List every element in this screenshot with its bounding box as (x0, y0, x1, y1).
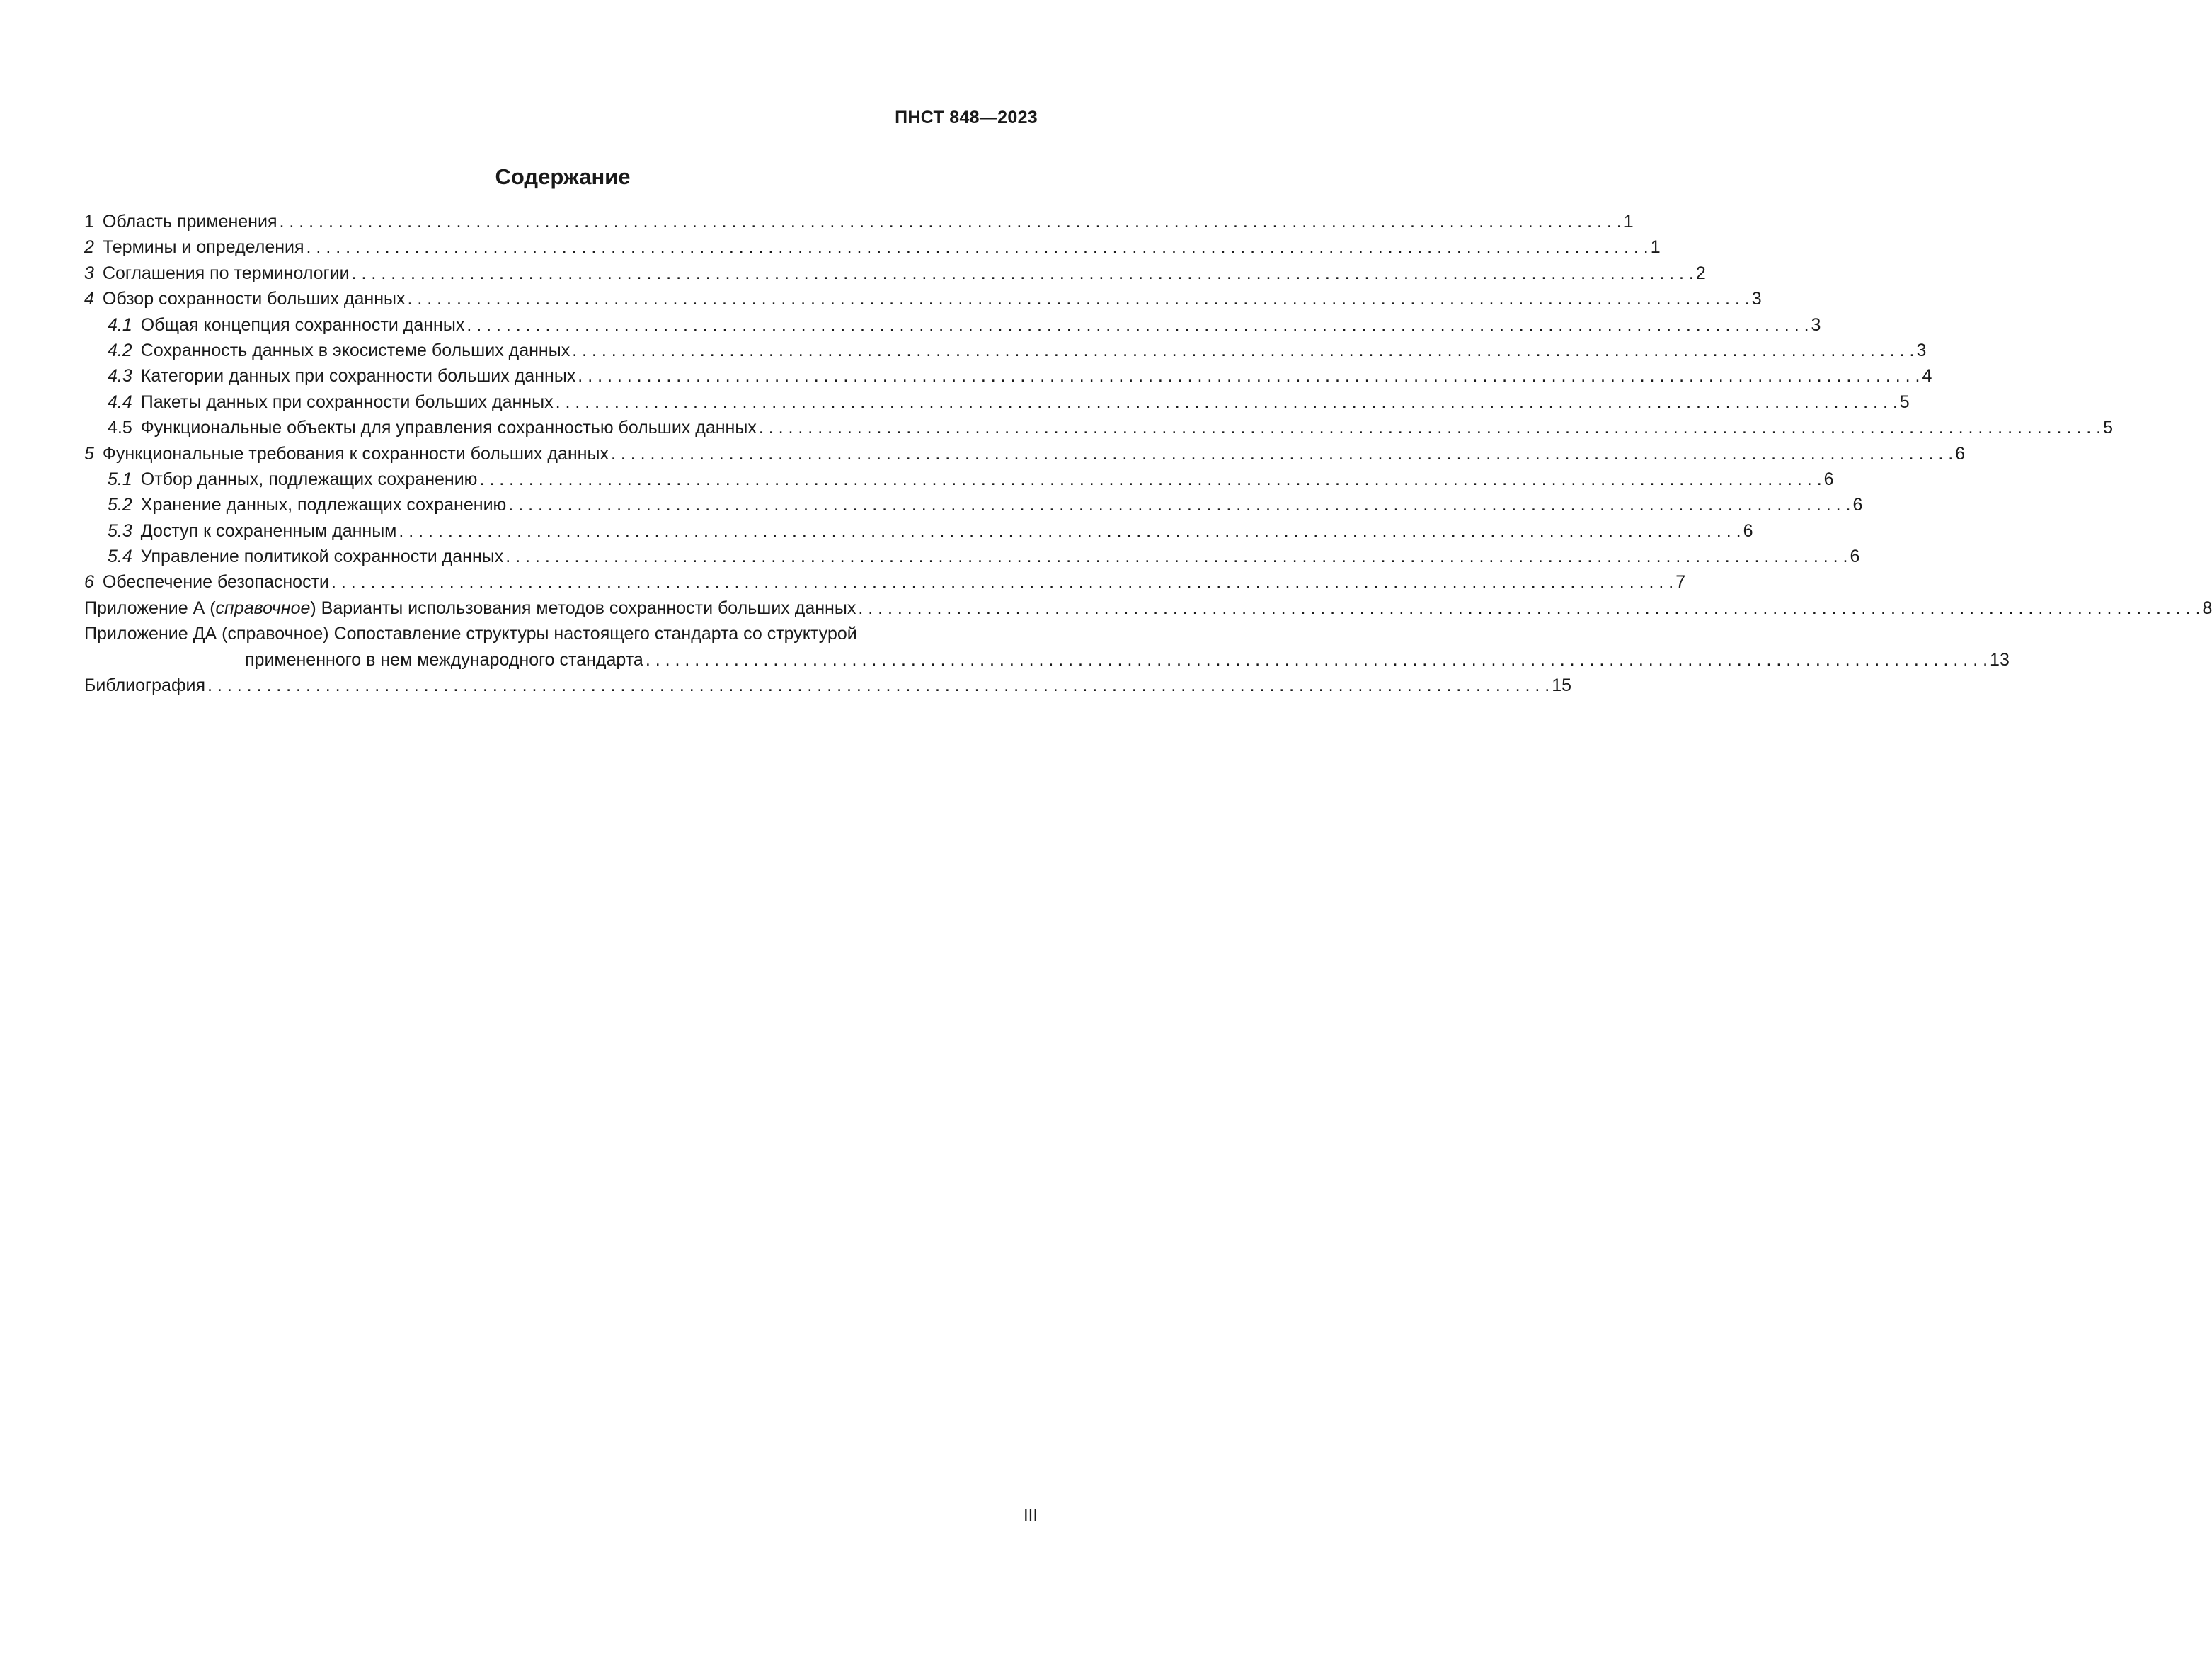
toc-entry-2[interactable] (84, 234, 1661, 260)
toc-entry-page: 13 (1990, 649, 2010, 670)
toc-entry-number: 5 (84, 443, 94, 464)
annex-a-status: справочное (215, 598, 311, 618)
toc-entry-4-2[interactable] (84, 338, 1927, 363)
toc-entry-4-4[interactable] (84, 389, 1910, 415)
toc-entry-1[interactable] (84, 209, 1634, 234)
dot-leader (407, 286, 1749, 312)
toc-entry-text: Обеспечение безопасности (102, 572, 329, 593)
dot-leader (352, 261, 1694, 286)
toc-entry-number: 4.2 (108, 340, 132, 360)
toc-entry-6[interactable] (84, 569, 1686, 595)
page-number: III (1023, 1506, 1038, 1525)
toc-entry-page: 15 (1552, 675, 1572, 696)
toc-entry-text: Библиография (84, 675, 206, 696)
toc-entry-page: 8 (2202, 598, 2212, 618)
dot-leader (578, 363, 1920, 389)
toc-entry-4[interactable] (84, 286, 1762, 312)
toc-entry-number: 5.2 (108, 495, 132, 515)
toc-entry-text: Категории данных при сохранности больших данных (140, 366, 576, 387)
toc-entry-bibliography[interactable] (84, 673, 1572, 698)
dot-leader (646, 647, 1988, 673)
toc-entry-text: Отбор данных, подлежащих сохранению (140, 469, 478, 489)
toc-entry-number: 5.1 (108, 469, 132, 489)
toc-entry-number: 1 (84, 212, 94, 232)
toc-entry-5-4[interactable] (84, 544, 1860, 569)
toc-title: Содержание (495, 164, 631, 189)
annex-a-prefix: Приложение А ( (84, 598, 216, 618)
dot-leader (759, 415, 2101, 440)
dot-leader (505, 544, 1847, 569)
toc-entry-page: 2 (1695, 263, 1706, 283)
dot-leader (331, 569, 1673, 595)
toc-entry-annex-da-line-2[interactable] (84, 647, 2010, 673)
toc-entry-text: Управление политикой сохранности данных (140, 547, 504, 567)
toc-entry-5[interactable] (84, 441, 1966, 467)
toc-entry-page: 3 (1811, 314, 1821, 335)
toc-entry-text: Приложение ДА (справочное) Сопоставление структуры настоящего стандарта со структурой (84, 624, 857, 644)
dot-leader (572, 338, 1914, 363)
toc-entry-number: 5.3 (108, 520, 132, 541)
toc-entry-page: 4 (1922, 366, 1932, 387)
toc-entry-number: 2 (84, 237, 94, 258)
toc-entry-text: Пакеты данных при сохранности больших данных (140, 392, 554, 412)
toc-entry-text: Функциональные объекты для управления сохранностью больших данных (140, 418, 757, 438)
toc-entry-text: Сохранность данных в экосистеме больших данных (140, 340, 571, 360)
toc-entry-number: 6 (84, 572, 94, 593)
dot-leader (466, 312, 1809, 338)
toc-entry-page: 3 (1916, 340, 1927, 360)
toc-entry-text: Область применения (102, 212, 277, 232)
toc-entry-5-2[interactable] (84, 492, 1863, 518)
dot-leader (306, 234, 1649, 260)
toc-entry-text (84, 595, 856, 621)
document-code: ПНСТ 848—2023 (895, 108, 1038, 127)
toc-entry-number: 4.4 (108, 392, 132, 412)
toc-entry-4-3[interactable] (84, 363, 1932, 389)
toc-entry-number: 3 (84, 263, 94, 283)
dot-leader (611, 441, 1953, 467)
toc-entry-page: 6 (1823, 469, 1834, 489)
toc-entry-text: примененного в нем международного стандарта (245, 649, 643, 670)
toc-entry-number: 4 (84, 289, 94, 309)
toc-entry-page: 5 (1899, 392, 1910, 412)
toc-entry-page: 5 (2103, 418, 2113, 438)
toc-entry-number: 4.3 (108, 366, 132, 387)
toc-entry-4-5[interactable] (84, 415, 2113, 440)
toc-entry-5-1[interactable] (84, 467, 1834, 492)
toc-entry-number: 4.5 (108, 418, 132, 438)
dot-leader (399, 518, 1741, 544)
toc-entry-text: Термины и определения (102, 237, 304, 258)
dot-leader (508, 492, 1850, 518)
toc-entry-annex-a[interactable] (84, 595, 2212, 621)
toc-entry-page: 6 (1850, 547, 1860, 567)
toc-entry-page: 7 (1675, 572, 1686, 593)
toc-entry-4-1[interactable] (84, 312, 1821, 338)
toc-entry-text: Доступ к сохраненным данным (140, 520, 397, 541)
dot-leader (858, 595, 2200, 621)
table-of-contents (84, 209, 2212, 698)
dot-leader (279, 209, 1621, 234)
toc-entry-annex-da-line-1[interactable] (84, 621, 1038, 646)
toc-entry-text: Функциональные требования к сохранности больших данных (102, 443, 609, 464)
toc-entry-page: 6 (1852, 495, 1863, 515)
dot-leader (207, 673, 1549, 698)
toc-entry-text: Обзор сохранности больших данных (102, 289, 406, 309)
toc-entry-number: 5.4 (108, 547, 132, 567)
toc-entry-text: Хранение данных, подлежащих сохранению (140, 495, 507, 515)
dot-leader (479, 467, 1821, 492)
toc-entry-number: 4.1 (108, 314, 132, 335)
toc-entry-page: 6 (1955, 443, 1966, 464)
dot-leader (556, 389, 1898, 415)
toc-entry-page: 3 (1751, 289, 1762, 309)
annex-a-suffix: ) Варианты использования методов сохранности больших данных (310, 598, 856, 618)
toc-entry-3[interactable] (84, 261, 1706, 286)
toc-entry-page: 1 (1623, 212, 1634, 232)
toc-entry-text: Соглашения по терминологии (102, 263, 350, 283)
toc-entry-page: 1 (1650, 237, 1661, 258)
toc-entry-page: 6 (1743, 520, 1753, 541)
toc-entry-5-3[interactable] (84, 518, 1753, 544)
toc-entry-text: Общая концепция сохранности данных (140, 314, 465, 335)
